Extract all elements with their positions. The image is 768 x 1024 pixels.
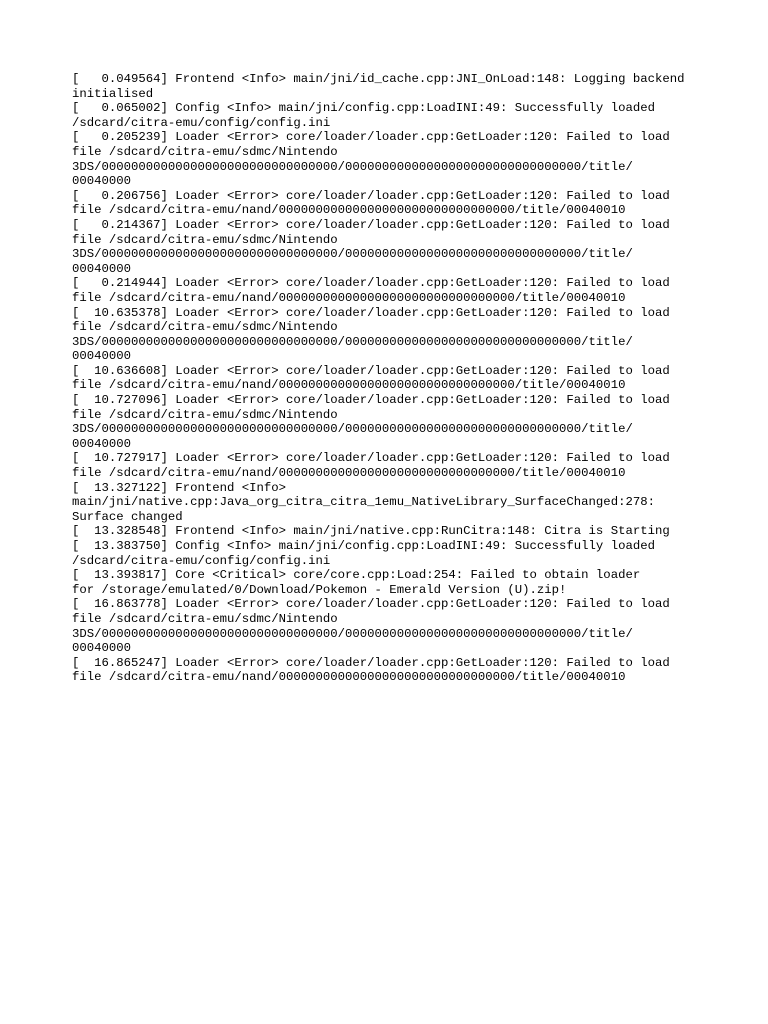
- log-line: [ 13.383750] Config <Info> main/jni/config.cpp:LoadINI:49: Successfully loaded: [72, 539, 655, 553]
- log-line: file /sdcard/citra-emu/sdmc/Nintendo: [72, 320, 338, 335]
- log-line: file /sdcard/citra-emu/nand/00000000000000000000000000000000/title/00040010: [72, 290, 626, 305]
- log-line: file /sdcard/citra-emu/nand/00000000000000000000000000000000/title/00040010: [72, 378, 626, 393]
- log-line: 00040000: [72, 261, 132, 276]
- log-line: [ 16.863778] Loader <Error> core/loader/loader.cpp:GetLoader:120: Failed to load: [72, 597, 670, 612]
- log-line: [ 10.727096] Loader <Error> core/loader/loader.cpp:GetLoader:120: Failed to load: [72, 393, 670, 408]
- log-line: for /storage/emulated/0/Download/Pokemon - Emerald Version (U).zip!: [72, 582, 567, 597]
- log-line: 00040000: [72, 436, 132, 451]
- log-line: [ 0.065002] Config <Info> main/jni/config.cpp:LoadINI:49: Successfully loaded: [72, 101, 655, 116]
- log-line: [ 13.328548] Frontend <Info> main/jni/native.cpp:RunCitra:148: Citra is Starting: [72, 524, 670, 539]
- log-line: [ 10.727917] Loader <Error> core/loader/loader.cpp:GetLoader:120: Failed to load: [72, 451, 670, 466]
- log-line: [ 0.205239] Loader <Error> core/loader/loader.cpp:GetLoader:120: Failed to load: [72, 130, 670, 145]
- log-line: [ 0.049564] Frontend <Info> main/jni/id_cache.cpp:JNI_OnLoad:148: Logging backend: [72, 72, 685, 86]
- log-line: /sdcard/citra-emu/config/config.ini: [72, 115, 331, 130]
- log-line: 00040000: [72, 174, 132, 189]
- log-line: Surface changed: [72, 509, 183, 524]
- log-line: [ 10.635378] Loader <Error> core/loader/loader.cpp:GetLoader:120: Failed to load: [72, 305, 670, 320]
- log-line: [ 0.214944] Loader <Error> core/loader/loader.cpp:GetLoader:120: Failed to load: [72, 276, 670, 291]
- log-line: 00040000: [72, 349, 132, 364]
- log-line: file /sdcard/citra-emu/sdmc/Nintendo: [72, 232, 338, 247]
- log-line: 3DS/00000000000000000000000000000000/00000000000000000000000000000000/title/: [72, 334, 633, 349]
- log-line: file /sdcard/citra-emu/nand/00000000000000000000000000000000/title/00040010: [72, 670, 626, 685]
- log-line: [ 0.214367] Loader <Error> core/loader/loader.cpp:GetLoader:120: Failed to load: [72, 217, 670, 232]
- log-line: 3DS/00000000000000000000000000000000/00000000000000000000000000000000/title/: [72, 247, 633, 262]
- log-line: [ 10.636608] Loader <Error> core/loader/loader.cpp:GetLoader:120: Failed to load: [72, 363, 670, 378]
- log-line: file /sdcard/citra-emu/sdmc/Nintendo: [72, 407, 338, 422]
- log-line: [ 13.327122] Frontend <Info>: [72, 480, 287, 495]
- log-line: file /sdcard/citra-emu/sdmc/Nintendo: [72, 611, 338, 626]
- log-line: file /sdcard/citra-emu/nand/00000000000000000000000000000000/title/00040010: [72, 466, 626, 481]
- log-text-block: [72, 72, 702, 685]
- log-line: /sdcard/citra-emu/config/config.ini: [72, 553, 331, 568]
- log-line: [ 16.865247] Loader <Error> core/loader/loader.cpp:GetLoader:120: Failed to load: [72, 655, 670, 670]
- log-line: main/jni/native.cpp:Java_org_citra_citra_1emu_NativeLibrary_SurfaceChanged:278:: [72, 495, 655, 510]
- log-line: initialised: [72, 86, 154, 101]
- log-line: [ 0.206756] Loader <Error> core/loader/loader.cpp:GetLoader:120: Failed to load: [72, 188, 670, 203]
- log-line: 3DS/00000000000000000000000000000000/00000000000000000000000000000000/title/: [72, 159, 633, 174]
- log-line: file /sdcard/citra-emu/sdmc/Nintendo: [72, 144, 338, 159]
- log-line: 00040000: [72, 641, 132, 656]
- log-line: file /sdcard/citra-emu/nand/00000000000000000000000000000000/title/00040010: [72, 203, 626, 218]
- log-line: 3DS/00000000000000000000000000000000/00000000000000000000000000000000/title/: [72, 422, 633, 437]
- log-line: 3DS/00000000000000000000000000000000/00000000000000000000000000000000/title/: [72, 626, 633, 641]
- log-line: [ 13.393817] Core <Critical> core/core.cpp:Load:254: Failed to obtain loader: [72, 568, 641, 583]
